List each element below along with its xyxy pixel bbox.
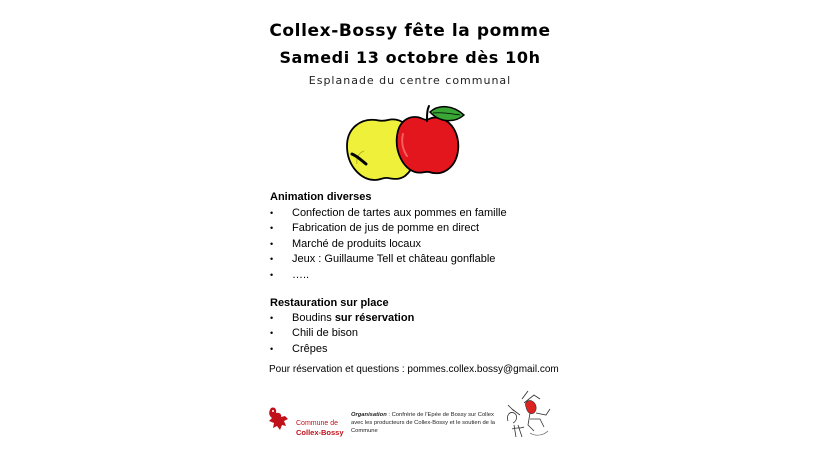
contact-line: Pour réservation et questions : pommes.collex.bossy@gmail.com — [269, 364, 559, 375]
organisation-text — [351, 411, 503, 435]
commune-label — [296, 419, 344, 437]
org-body: : Confrérie de l'Epée de Bossy sur Collex avec les producteurs de Collex-Bossy et le soutien de la Commune — [351, 412, 496, 434]
restauration-list — [270, 311, 414, 357]
event-date: Samedi 13 octobre dès 10h — [279, 48, 541, 67]
event-location: Esplanade du centre communal — [308, 74, 512, 87]
list-item: • ….. — [270, 268, 507, 283]
list-item: • Fabrication de jus de pomme en direct — [270, 221, 507, 236]
list-item: • Confection de tartes aux pommes en famille — [270, 206, 507, 221]
list-item: • Chili de bison — [270, 326, 414, 341]
commune-line1: Commune de — [296, 420, 339, 427]
animations-heading: Animation diverses — [270, 191, 372, 203]
item-prefix: Boudins — [292, 312, 335, 324]
confrerie-logo-icon — [500, 385, 555, 440]
list-item: • Crêpes — [270, 342, 414, 357]
commune-logo-icon — [267, 406, 291, 432]
red-apple-icon — [397, 117, 459, 173]
list-item: • Marché de produits locaux — [270, 237, 507, 252]
apples-illustration — [343, 104, 468, 184]
animations-list — [270, 206, 507, 283]
restauration-heading: Restauration sur place — [270, 297, 389, 309]
event-title: Collex-Bossy fête la pomme — [269, 21, 551, 41]
list-item: • Jeux : Guillaume Tell et château gonflable — [270, 252, 507, 267]
item-emphasis: sur réservation — [334, 312, 415, 324]
list-item — [270, 311, 414, 326]
commune-line2: Collex-Bossy — [296, 428, 344, 437]
org-label: Organisation — [351, 412, 387, 418]
